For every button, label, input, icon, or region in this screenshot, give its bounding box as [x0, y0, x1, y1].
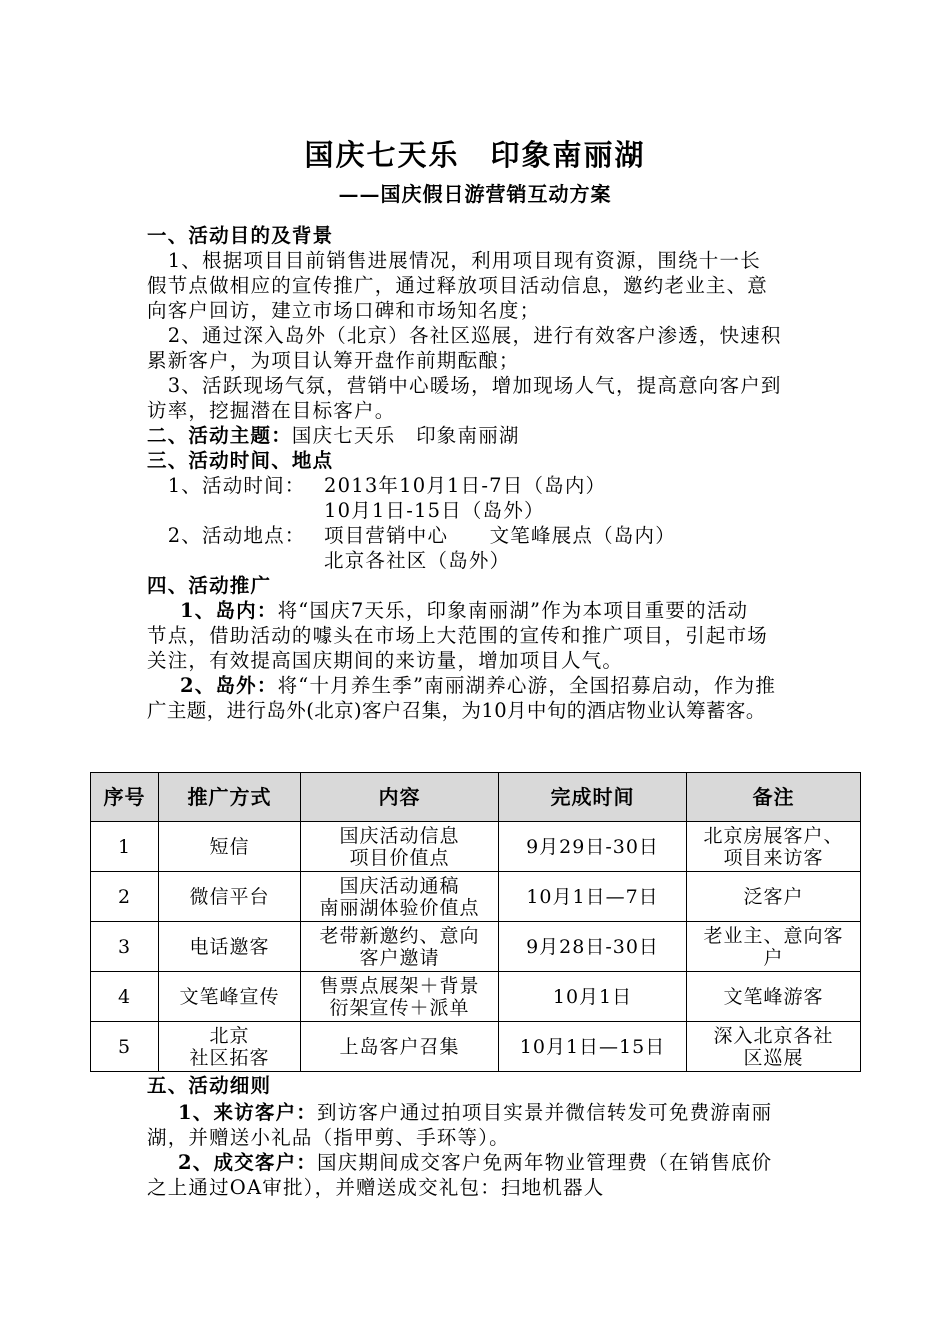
- content-line: 项目价值点: [349, 846, 450, 869]
- section1-line: 1、根据项目目前销售进展情况，利用项目现有资源，围绕十一长: [147, 249, 761, 272]
- cell-time: 9月28日-30日: [499, 922, 687, 972]
- header-method: 推广方式: [159, 773, 301, 822]
- section5-line: 湖，并赠送小礼品（指甲剪、手环等）。: [147, 1126, 510, 1149]
- section4-line: 关注，有效提高国庆期间的来访量，增加项目人气。: [147, 649, 624, 672]
- section4-p1: [180, 599, 748, 623]
- section4-line: 广主题，进行岛外(北京)客户召集，为10月中旬的酒店物业认筹蓄客。: [147, 699, 766, 722]
- section1-line: 假节点做相应的宣传推广，通过释放项目活动信息，邀约老业主、意: [147, 274, 769, 297]
- note-line: 区巡展: [743, 1046, 804, 1069]
- section4-p2: [180, 674, 776, 698]
- method-line: 社区拓客: [189, 1046, 270, 1069]
- cell-method: 短信: [159, 822, 301, 872]
- section1-line: 向客户回访，建立市场口碑和市场知名度；: [147, 299, 541, 322]
- time-label: 1、活动时间：: [147, 474, 306, 497]
- note-line: 北京房展客户、: [703, 824, 844, 847]
- cell-note: 文笔峰游客: [687, 972, 861, 1022]
- cell-note: [687, 1022, 861, 1072]
- table-row: [91, 972, 861, 1022]
- section1-line: 累新客户，为项目认筹开盘作前期酝酿；: [147, 349, 520, 372]
- note-line: 老业主、意向客: [703, 924, 844, 947]
- cell-no: 5: [91, 1022, 159, 1072]
- promotion-table: [90, 772, 861, 1072]
- cell-method: 文笔峰宣传: [159, 972, 301, 1022]
- cell-time: 10月1日—7日: [499, 872, 687, 922]
- note-line: 项目来访客: [723, 846, 824, 869]
- section2-value: 国庆七天乐 印象南丽湖: [291, 424, 520, 447]
- p2-text: 将“十月养生季”南丽湖养心游，全国招募启动，作为推: [277, 674, 777, 697]
- time-line1: 2013年10月1日-7日（岛内）: [324, 474, 607, 497]
- table-header-row: [91, 773, 861, 822]
- cell-content: [301, 872, 499, 922]
- cell-method: 电话邀客: [159, 922, 301, 972]
- p1-label: 1、来访客户：: [178, 1101, 317, 1124]
- header-time: 完成时间: [499, 773, 687, 822]
- section5-p2: [178, 1151, 772, 1175]
- cell-note: [687, 922, 861, 972]
- section2-heading: 二、活动主题：: [147, 424, 292, 447]
- cell-content: [301, 972, 499, 1022]
- header-note: 备注: [687, 773, 861, 822]
- header-content: 内容: [301, 773, 499, 822]
- place-label: 2、活动地点：: [147, 524, 306, 547]
- content-line: 售票点展架＋背景: [319, 974, 480, 997]
- section2-line: [147, 424, 520, 448]
- cell-no: 4: [91, 972, 159, 1022]
- method-line: 北京: [209, 1024, 250, 1047]
- p1-text: 到访客户通过拍项目实景并微信转发可免费游南丽: [316, 1101, 773, 1124]
- table-row: [91, 872, 861, 922]
- section3-heading: 三、活动时间、地点: [147, 449, 334, 472]
- place-line2: 北京各社区（岛外）: [324, 549, 511, 572]
- cell-no: 2: [91, 872, 159, 922]
- place-line1: 项目营销中心 文笔峰展点（岛内）: [324, 524, 676, 547]
- time-line2: 10月1日-15日（岛外）: [324, 499, 545, 522]
- p1-label: 1、岛内：: [180, 599, 278, 622]
- cell-time: 10月1日: [499, 972, 687, 1022]
- p2-label: 2、成交客户：: [178, 1151, 317, 1174]
- section1-line: 访率，挖掘潜在目标客户。: [147, 399, 396, 422]
- table-row: [91, 922, 861, 972]
- cell-no: 3: [91, 922, 159, 972]
- cell-content: [301, 922, 499, 972]
- p1-text: 将“国庆7天乐，印象南丽湖”作为本项目重要的活动: [277, 599, 749, 622]
- section1-line: 3、活跃现场气氛，营销中心暖场，增加现场人气，提高意向客户到: [147, 374, 782, 397]
- cell-method: [159, 1022, 301, 1072]
- document-title: 国庆七天乐 印象南丽湖: [304, 138, 646, 172]
- cell-no: 1: [91, 822, 159, 872]
- cell-method: 微信平台: [159, 872, 301, 922]
- content-line: 客户邀请: [359, 946, 440, 969]
- content-line: 老带新邀约、意向: [319, 924, 480, 947]
- section1-line: 2、通过深入岛外（北京）各社区巡展，进行有效客户渗透，快速积: [147, 324, 782, 347]
- note-line: 户: [763, 946, 784, 969]
- content-line: 国庆活动信息: [339, 824, 460, 847]
- cell-time: 10月1日—15日: [499, 1022, 687, 1072]
- table-row: [91, 1022, 861, 1072]
- cell-content: 上岛客户召集: [301, 1022, 499, 1072]
- header-no: 序号: [91, 773, 159, 822]
- p2-text: 国庆期间成交客户免两年物业管理费（在销售底价: [316, 1151, 773, 1174]
- section1-heading: 一、活动目的及背景: [147, 224, 334, 247]
- content-line: 衍架宣传＋派单: [329, 996, 470, 1019]
- p2-label: 2、岛外：: [180, 674, 278, 697]
- cell-time: 9月29日-30日: [499, 822, 687, 872]
- note-line: 深入北京各社: [713, 1024, 834, 1047]
- document-subtitle: ——国庆假日游营销互动方案: [338, 182, 612, 206]
- cell-note: [687, 822, 861, 872]
- section5-line: 之上通过OA审批），并赠送成交礼包：扫地机器人: [147, 1176, 605, 1199]
- content-line: 国庆活动通稿: [339, 874, 460, 897]
- section4-heading: 四、活动推广: [147, 574, 272, 597]
- table-row: [91, 822, 861, 872]
- section5-heading: 五、活动细则: [147, 1074, 272, 1097]
- section5-p1: [178, 1101, 772, 1125]
- section4-line: 节点，借助活动的噱头在市场上大范围的宣传和推广项目，引起市场: [147, 624, 769, 647]
- cell-content: [301, 822, 499, 872]
- content-line: 南丽湖体验价值点: [319, 896, 480, 919]
- cell-note: 泛客户: [687, 872, 861, 922]
